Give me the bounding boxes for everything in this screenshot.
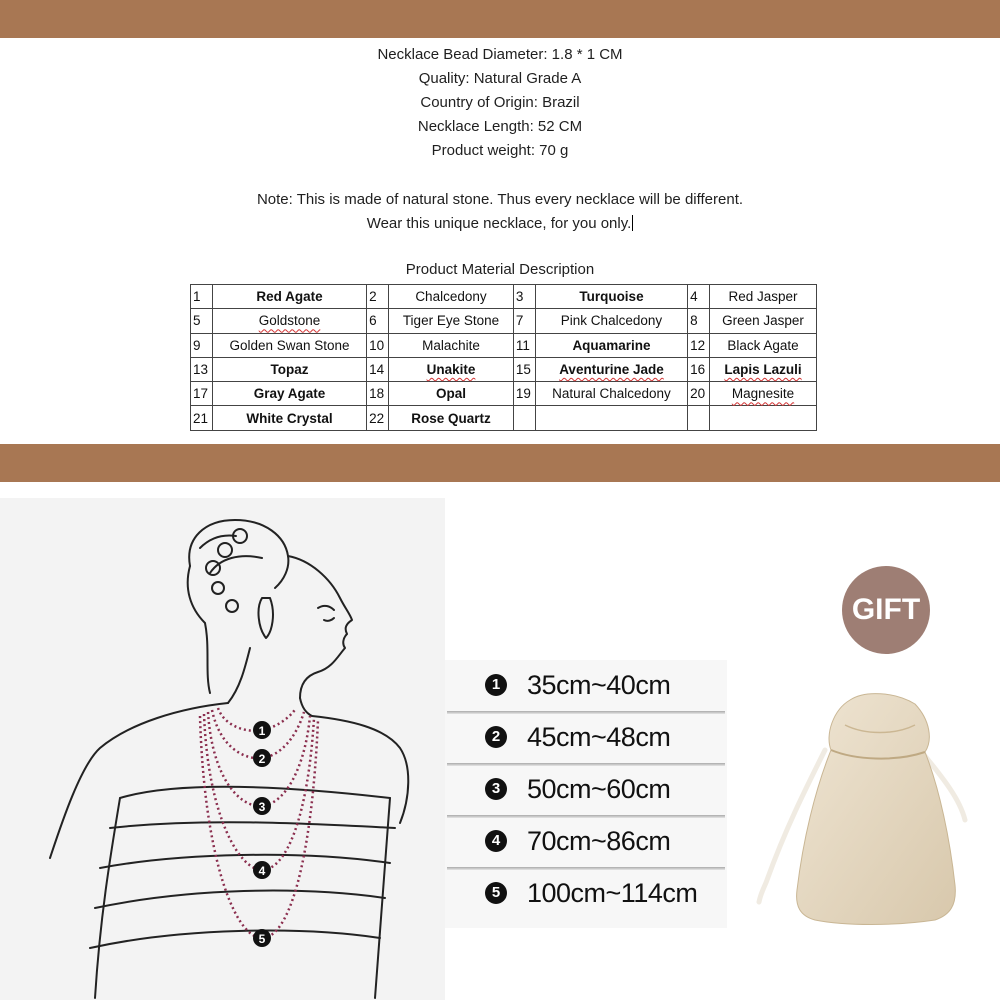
- length-row: [445, 870, 727, 922]
- material-number: 5: [191, 309, 213, 333]
- material-name: [535, 309, 687, 333]
- length-marker: 4: [485, 830, 507, 852]
- material-number: 6: [367, 309, 389, 333]
- material-name: [710, 406, 817, 430]
- material-number: 21: [191, 406, 213, 430]
- material-name: [710, 285, 817, 309]
- length-range: 35cm~40cm: [527, 670, 671, 700]
- material-name-text: Aquamarine: [572, 337, 651, 353]
- hair-outline: [188, 566, 210, 693]
- material-name: [213, 285, 367, 309]
- length-marker: 5: [485, 882, 507, 904]
- material-number: 11: [513, 333, 535, 357]
- spec-bead-diameter: Necklace Bead Diameter: 1.8 * 1 CM: [377, 46, 623, 63]
- material-name: [535, 406, 687, 430]
- material-name-text: Red Agate: [256, 289, 323, 305]
- material-name: [389, 333, 514, 357]
- note-line-2: [0, 212, 1000, 236]
- figure-marker-1: 1: [258, 724, 266, 738]
- material-name: [535, 382, 687, 406]
- material-name-text: Golden Swan Stone: [229, 337, 350, 353]
- material-row: [191, 309, 817, 333]
- material-name: [710, 357, 817, 381]
- material-number: 12: [688, 333, 710, 357]
- material-number: 20: [688, 382, 710, 406]
- material-name-text: White Crystal: [246, 410, 333, 426]
- material-name-text: Pink Chalcedony: [560, 313, 663, 329]
- material-name-text: Natural Chalcedony: [552, 386, 671, 402]
- material-name: [389, 285, 514, 309]
- material-number: 2: [367, 285, 389, 309]
- material-name-text: Gray Agate: [253, 386, 326, 402]
- figure-marker-5: 5: [258, 932, 266, 946]
- gift-pouch-image: [755, 680, 995, 930]
- shoulder-right: [312, 716, 408, 823]
- material-number: 13: [191, 357, 213, 381]
- material-number: 3: [513, 285, 535, 309]
- material-name-text: Red Jasper: [728, 289, 798, 305]
- material-row: [191, 333, 817, 357]
- material-name-text: Malachite: [422, 337, 480, 353]
- material-name-text: Chalcedony: [415, 289, 487, 305]
- material-name: [389, 382, 514, 406]
- length-row: [445, 662, 727, 714]
- material-number: 17: [191, 382, 213, 406]
- material-name: [389, 357, 514, 381]
- material-name: [213, 309, 367, 333]
- note-line-1: Note: This is made of natural stone. Thus every necklace will be different.: [256, 191, 744, 208]
- material-number: [513, 406, 535, 430]
- spec-quality: Quality: Natural Grade A: [418, 70, 582, 87]
- material-name-text: Tiger Eye Stone: [402, 313, 500, 329]
- material-name-text: Green Jasper: [722, 313, 804, 329]
- length-range: 100cm~114cm: [527, 878, 698, 908]
- material-number: 10: [367, 333, 389, 357]
- material-name: [710, 382, 817, 406]
- note: [0, 188, 1000, 236]
- gift-badge: GIFT: [842, 566, 930, 654]
- figure-marker-2: 2: [258, 752, 266, 766]
- material-row: [191, 357, 817, 381]
- earring: [259, 598, 273, 638]
- material-number: 19: [513, 382, 535, 406]
- divider-band: [0, 444, 1000, 482]
- material-number: 16: [688, 357, 710, 381]
- material-number: 9: [191, 333, 213, 357]
- material-name: [535, 357, 687, 381]
- material-name: [535, 285, 687, 309]
- material-name-text: Lapis Lazuli: [724, 362, 802, 378]
- hair-bun: [189, 520, 288, 588]
- length-marker: 1: [485, 674, 507, 696]
- material-number: 1: [191, 285, 213, 309]
- text-caret: [632, 215, 633, 231]
- material-name: [213, 406, 367, 430]
- material-number: 18: [367, 382, 389, 406]
- material-name-text: Aventurine Jade: [559, 362, 664, 378]
- material-name-text: Magnesite: [731, 386, 795, 402]
- material-number: 7: [513, 309, 535, 333]
- figure-marker-4: 4: [258, 864, 266, 878]
- material-name-text: Opal: [435, 386, 466, 402]
- necklace-length-illustration: [0, 498, 445, 1000]
- note-line-2-text: Wear this unique necklace, for you only.: [366, 215, 632, 232]
- woman-sketch: [0, 498, 445, 1000]
- figure-marker-3: 3: [258, 800, 266, 814]
- material-name: [710, 333, 817, 357]
- material-name: [389, 309, 514, 333]
- product-specs: [0, 43, 1000, 163]
- length-marker: 2: [485, 726, 507, 748]
- length-range: 70cm~86cm: [527, 826, 671, 856]
- material-name-text: Rose Quartz: [411, 410, 491, 426]
- face-profile: [288, 556, 352, 698]
- material-name-text: Goldstone: [258, 313, 321, 329]
- necklace-strand-5: [200, 716, 318, 938]
- length-chart: [445, 660, 727, 928]
- spec-length: Necklace Length: 52 CM: [417, 118, 583, 135]
- material-number: 22: [367, 406, 389, 430]
- material-name: [213, 333, 367, 357]
- material-name-text: Black Agate: [727, 337, 799, 353]
- spec-origin: Country of Origin: Brazil: [420, 94, 580, 111]
- figure-markers: [253, 721, 271, 947]
- material-row: [191, 382, 817, 406]
- material-name: [535, 333, 687, 357]
- material-name: [213, 357, 367, 381]
- header-band: [0, 0, 1000, 38]
- length-row: [445, 766, 727, 818]
- material-name: [213, 382, 367, 406]
- materials-table: [190, 284, 817, 431]
- material-row: [191, 406, 817, 430]
- material-name-text: Topaz: [270, 362, 309, 378]
- material-number: 14: [367, 357, 389, 381]
- material-number: 4: [688, 285, 710, 309]
- material-number: 15: [513, 357, 535, 381]
- length-marker: 3: [485, 778, 507, 800]
- materials-title: Product Material Description: [405, 261, 595, 278]
- material-row: [191, 285, 817, 309]
- material-number: [688, 406, 710, 430]
- material-name: [710, 309, 817, 333]
- material-number: 8: [688, 309, 710, 333]
- pouch-body: [797, 694, 956, 925]
- material-name-text: Unakite: [426, 362, 476, 378]
- material-name: [389, 406, 514, 430]
- dress-top: [120, 787, 390, 798]
- spec-weight: Product weight: 70 g: [431, 142, 569, 159]
- material-name-text: Turquoise: [579, 289, 644, 305]
- length-range: 45cm~48cm: [527, 722, 671, 752]
- length-row: [445, 818, 727, 870]
- length-range: 50cm~60cm: [527, 774, 671, 804]
- length-row: [445, 714, 727, 766]
